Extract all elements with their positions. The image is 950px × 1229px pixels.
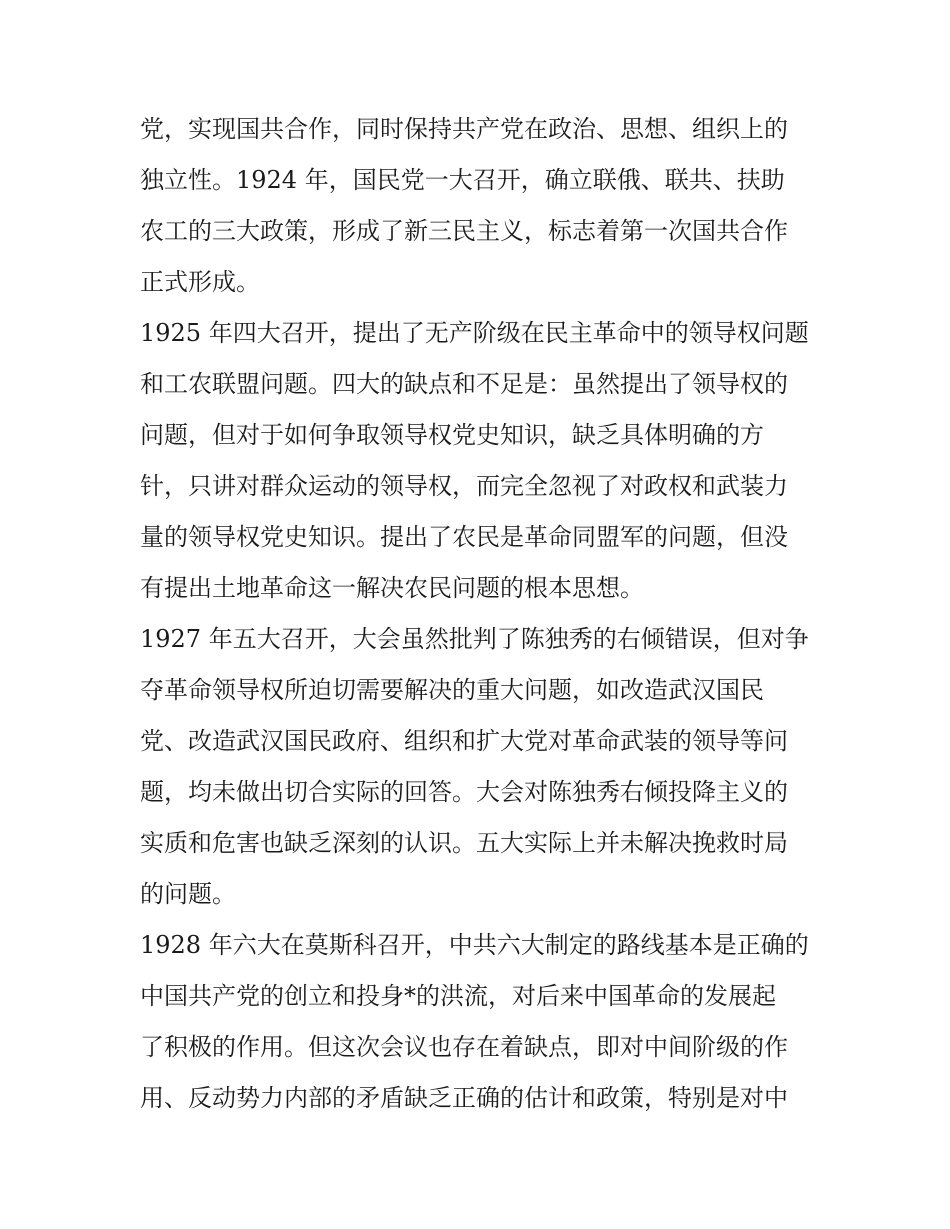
- text-line: 和工农联盟问题。四大的缺点和不足是：虽然提出了领导权的: [140, 370, 788, 398]
- text-line: 党，实现国共合作，同时保持共产党在政治、思想、组织上的: [140, 115, 788, 143]
- text-line: 问题，但对于如何争取领导权党史知识，缺乏具体明确的方: [140, 421, 764, 449]
- text-line: 正式形成。: [140, 268, 260, 296]
- text-line: 中国共产党的创立和投身*的洪流，对后来中国革命的发展起: [140, 982, 776, 1010]
- text-line: 实质和危害也缺乏深刻的认识。五大实际上并未解决挽救时局: [140, 829, 788, 857]
- document-body: [140, 104, 812, 1124]
- text-line: 农工的三大政策，形成了新三民主义，标志着第一次国共合作: [140, 217, 788, 245]
- text-line: 量的领导权党史知识。提出了农民是革命同盟军的问题，但没: [140, 523, 788, 551]
- text-line: 针，只讲对群众运动的领导权，而完全忽视了对政权和武装力: [140, 472, 788, 500]
- text-line: 题，均未做出切合实际的回答。大会对陈独秀右倾投降主义的: [140, 778, 788, 806]
- text-line: 的问题。: [140, 880, 236, 908]
- text-line: 了积极的作用。但这次会议也存在着缺点，即对中间阶级的作: [140, 1033, 788, 1061]
- text-line: 1925 年四大召开，提出了无产阶级在民主革命中的领导权问题: [140, 319, 809, 347]
- text-line: 用、反动势力内部的矛盾缺乏正确的估计和政策，特别是对中: [140, 1084, 788, 1112]
- text-line: 1927 年五大召开，大会虽然批判了陈独秀的右倾错误，但对争: [140, 625, 809, 653]
- text-line: 夺革命领导权所迫切需要解决的重大问题，如改造武汉国民: [140, 676, 764, 704]
- text-line: 独立性。1924 年，国民党一大召开，确立联俄、联共、扶助: [140, 166, 785, 194]
- text-line: 党、改造武汉国民政府、组织和扩大党对革命武装的领导等问: [140, 727, 788, 755]
- text-line: 1928 年六大在莫斯科召开，中共六大制定的路线基本是正确的: [140, 931, 809, 959]
- text-line: 有提出土地革命这一解决农民问题的根本思想。: [140, 574, 644, 602]
